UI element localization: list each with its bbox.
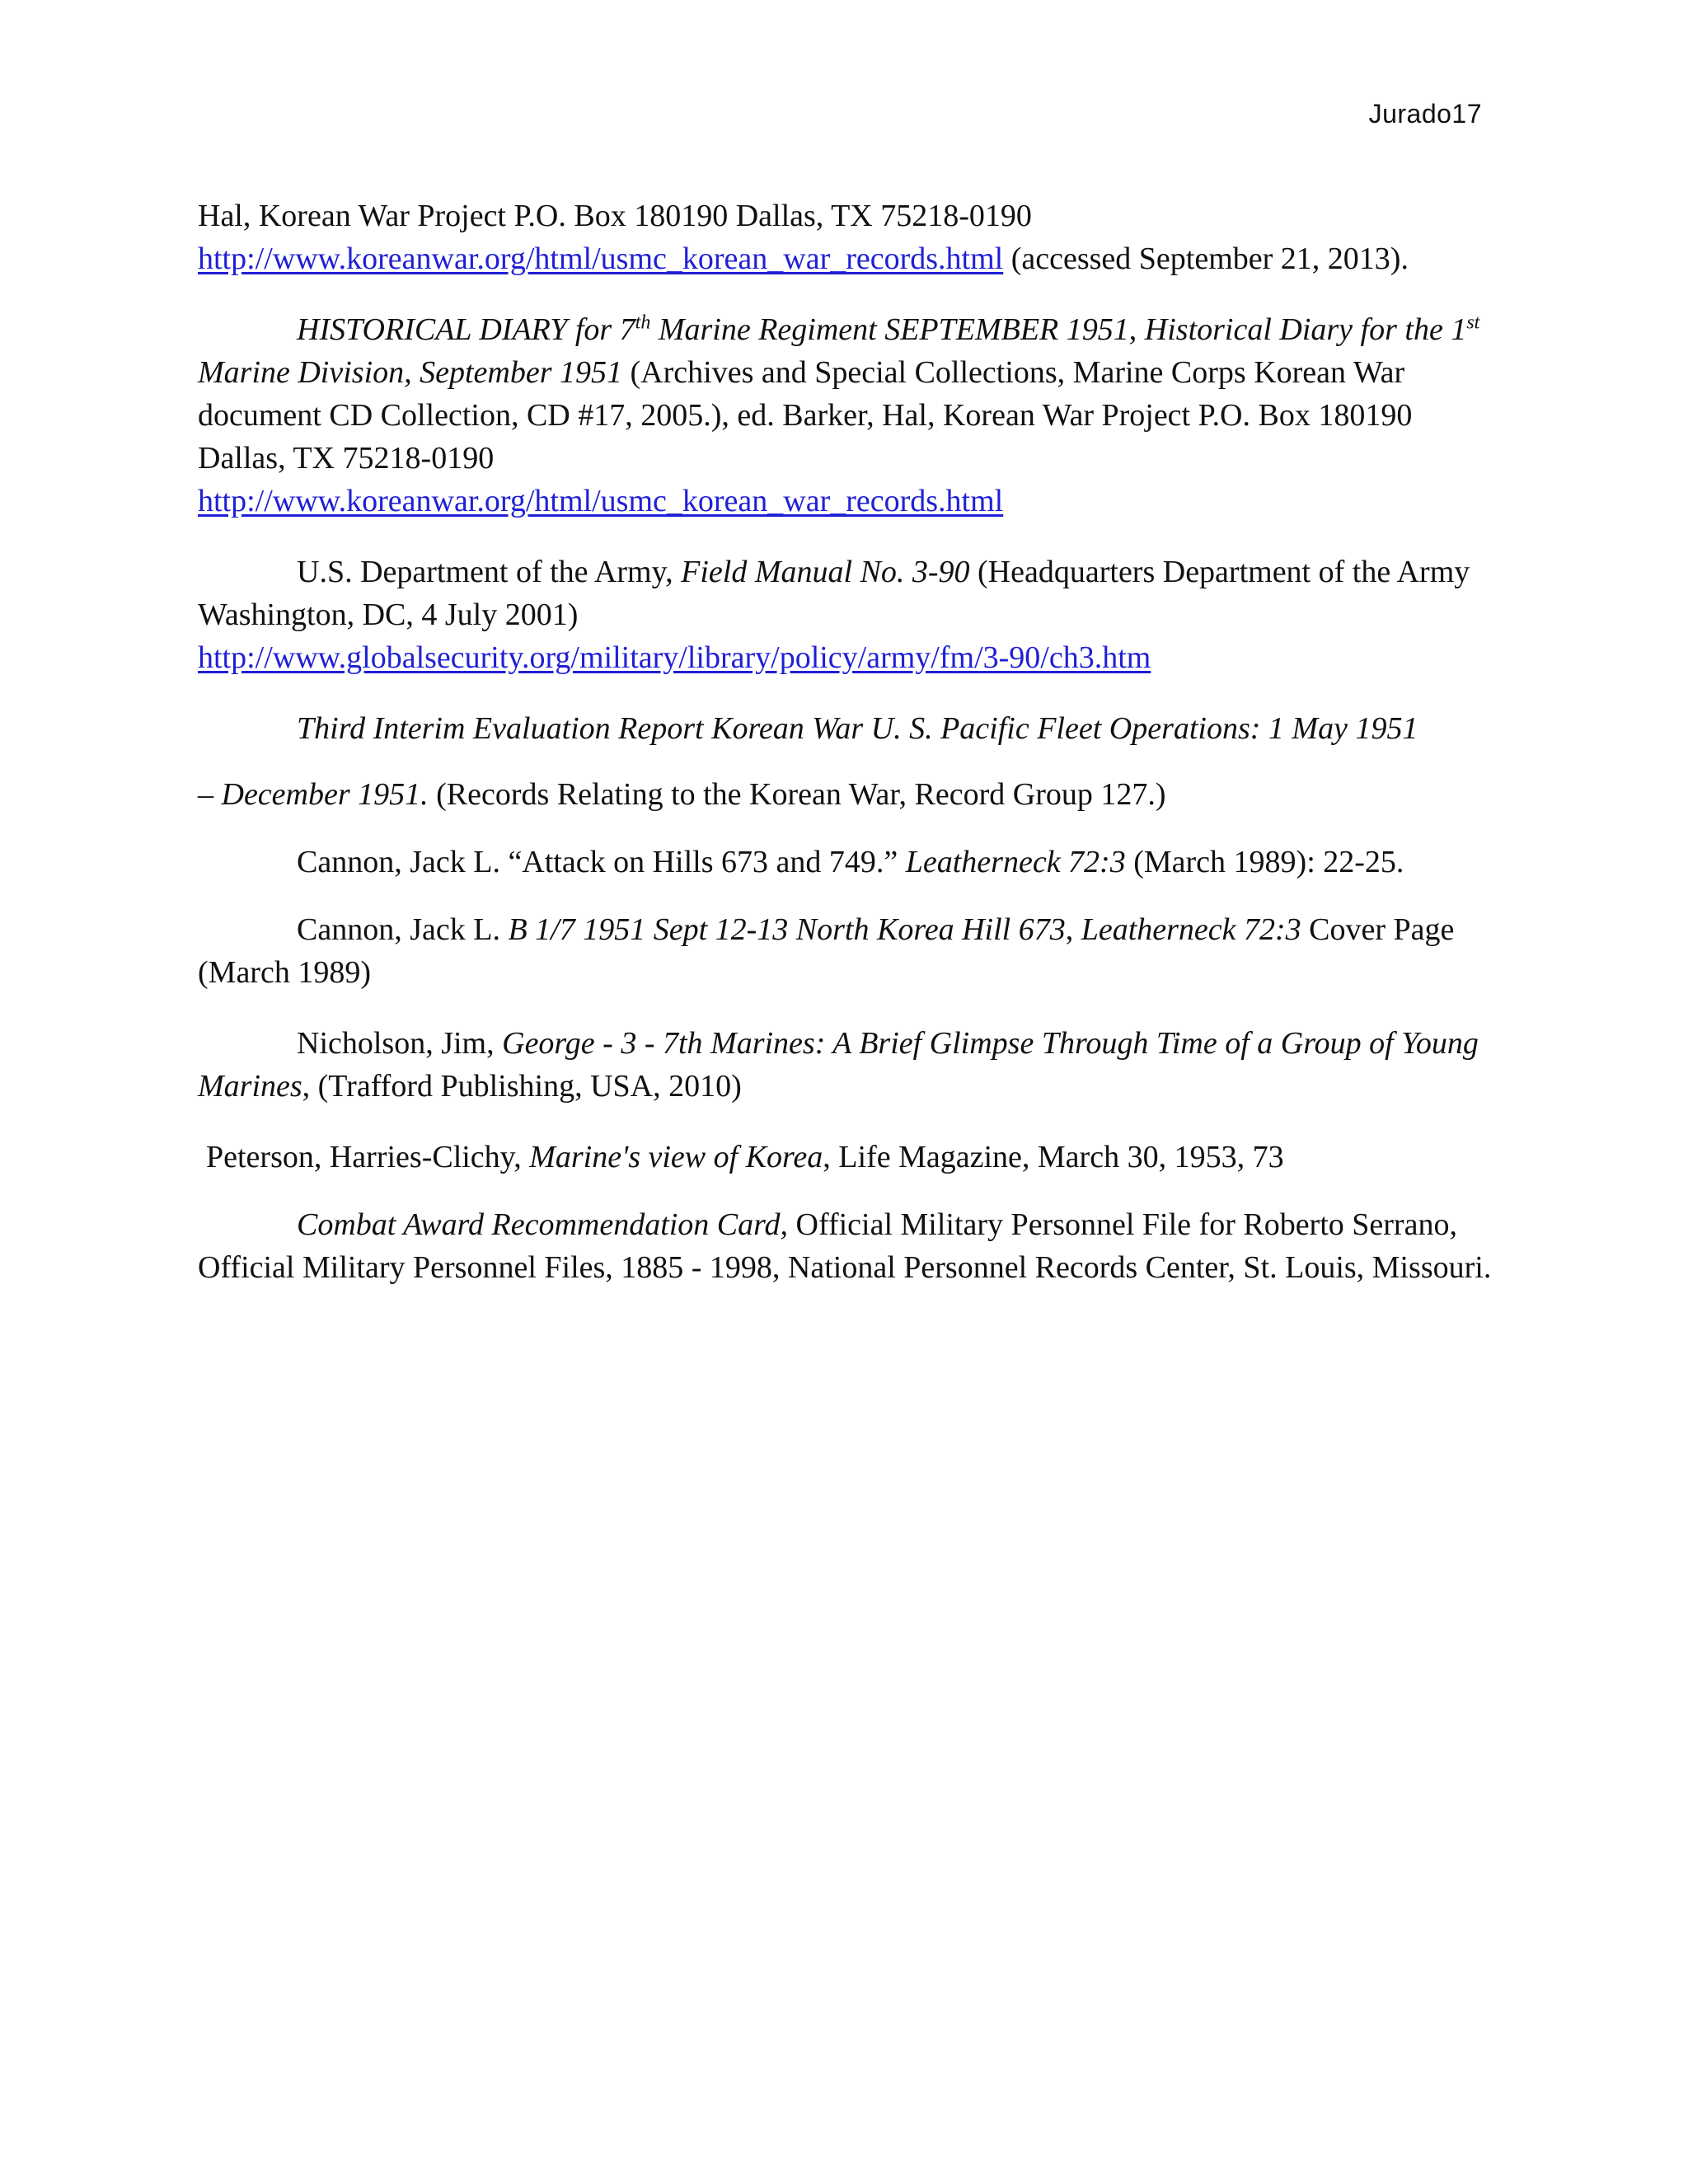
entry-text: Cover Page (March 1989) — [198, 912, 1455, 990]
entry-text: (Archives and Special Collections, Marine Corps Korean War document CD Collection, CD #17, 2005.), ed. Barker, Hal, Korean War Project P.O. Box 180190 Dallas, TX 75218-0190 — [198, 355, 1413, 476]
entry-title: Third Interim Evaluation Report Korean War U. S. Pacific Fleet Operations: 1 May 1951 — [297, 711, 1418, 746]
entry-text: , (Trafford Publishing, USA, 2010) — [302, 1069, 742, 1104]
bibliography-entry — [198, 773, 1492, 816]
entry-text: Official Military Personnel File for Roberto Serrano, Official Military Personnel Files, 1885 - 1998, National Personnel Records Center, St. Louis, Missouri. — [198, 1207, 1492, 1285]
entry-title: Marine Division, September 1951 — [198, 355, 623, 390]
entry-link[interactable]: http://www.koreanwar.org/html/usmc_korean_war_records.html — [198, 241, 1004, 276]
bibliography-list — [198, 194, 1492, 1317]
entry-link[interactable]: http://www.globalsecurity.org/military/library/policy/army/fm/3-90/ch3.htm — [198, 640, 1151, 675]
entry-title: George - 3 - 7th Marines: A Brief Glimpse Through Time of a Group of Young Marines — [198, 1026, 1479, 1104]
entry-title: Historical Diary for the 1 — [1144, 312, 1467, 347]
entry-link[interactable]: http://www.koreanwar.org/html/usmc_korean_war_records.html — [198, 484, 1004, 518]
entry-text: Cannon, Jack L. “Attack on Hills 673 and 749.” — [297, 845, 906, 879]
entry-title: HISTORICAL DIARY for 7 — [297, 312, 635, 347]
bibliography-entry — [198, 1136, 1492, 1179]
bibliography-entry — [198, 1203, 1492, 1289]
entry-text: , Life Magazine, March 30, 1953, 73 — [823, 1140, 1284, 1174]
entry-text: (accessed September 21, 2013). — [1003, 241, 1409, 276]
entry-text: Nicholson, Jim, — [297, 1026, 503, 1061]
entry-text: U.S. Department of the Army, — [297, 555, 682, 589]
entry-title: B 1/7 1951 Sept 12-13 North Korea Hill 673 — [508, 912, 1066, 947]
entry-title: Marine Regiment SEPTEMBER 1951 — [650, 312, 1129, 347]
bibliography-entry — [198, 551, 1492, 679]
entry-text: Hal, Korean War Project P.O. Box 180190 Dallas, TX 75218-0190 — [198, 199, 1032, 233]
bibliography-entry — [198, 1022, 1492, 1108]
bibliography-entry — [198, 707, 1492, 750]
bibliography-entry — [198, 841, 1492, 883]
entry-superscript: th — [635, 312, 651, 334]
entry-title: Marine's view of Korea — [529, 1140, 823, 1174]
bibliography-entry — [198, 308, 1492, 523]
bibliography-entry — [198, 194, 1492, 280]
entry-text: Cannon, Jack L. — [297, 912, 509, 947]
entry-title: – December 1951. — [198, 777, 429, 812]
entry-text: , — [1065, 912, 1081, 947]
entry-superscript: st — [1466, 312, 1480, 334]
entry-text: (Headquarters Department of the Army Washington, DC, 4 July 2001) — [198, 555, 1470, 632]
bibliography-entry — [198, 908, 1492, 994]
entry-title: Leatherneck 72:3 — [905, 845, 1126, 879]
entry-text: Peterson, Harries-Clichy, — [206, 1140, 530, 1174]
entry-title: Combat Award Recommendation Card, — [297, 1207, 789, 1242]
entry-text: (Records Relating to the Korean War, Record Group 127.) — [428, 777, 1166, 812]
page-number-header: Jurado17 — [1368, 99, 1482, 129]
entry-title: Field Manual No. 3-90 — [681, 555, 970, 589]
entry-title: Leatherneck 72:3 — [1081, 912, 1301, 947]
entry-text: (March 1989): 22-25. — [1125, 845, 1404, 879]
entry-text: , — [1128, 312, 1145, 347]
